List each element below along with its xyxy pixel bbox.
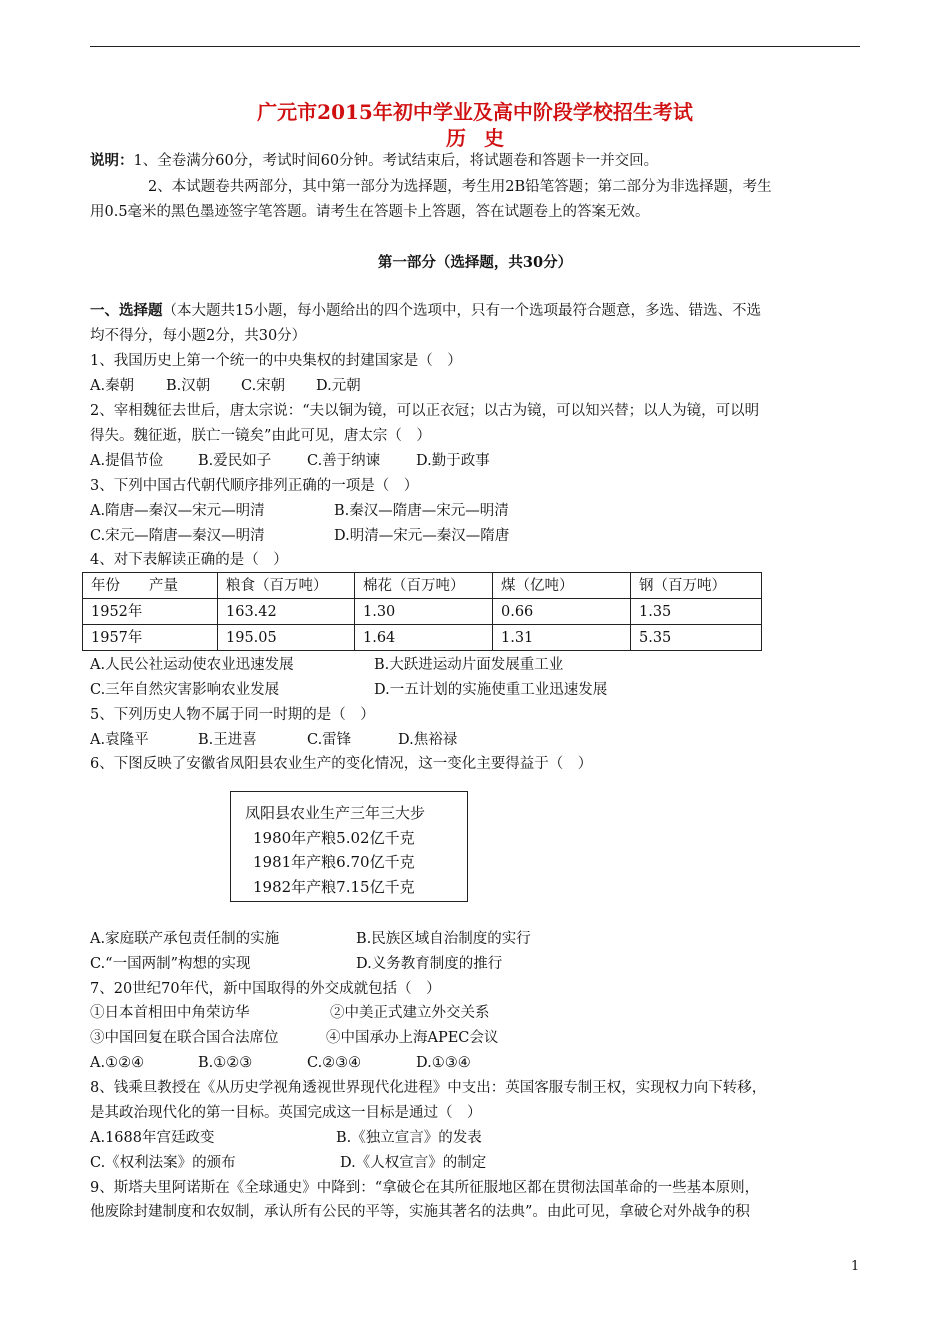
- q3-option-c: C.宋元—隋唐—秦汉—明清: [90, 528, 265, 544]
- q8-options-row-2: [90, 1153, 860, 1173]
- table-cell: 1.35: [631, 599, 762, 625]
- table-cell: 1952年: [83, 599, 218, 625]
- table-cell: 1.30: [355, 599, 493, 625]
- q8-option-d: D.《人权宣言》的制定: [340, 1155, 487, 1171]
- q8-stem-1: 8、钱乘旦教授在《从历史学视角透视世界现代化进程》中支出：英国客服专制王权，实现权力向下转移，: [90, 1080, 767, 1096]
- q4-stem: 4、对下表解读正确的是（ ）: [90, 552, 288, 568]
- table-header-cell: 年份 产量: [83, 573, 218, 599]
- q7-item-2: ②中美正式建立外交关系: [330, 1005, 490, 1021]
- table-header-cell: 棉花（百万吨）: [355, 573, 493, 599]
- table-cell: 1957年: [83, 625, 218, 651]
- box-line: 1981年产粮6.70亿千克: [253, 853, 415, 871]
- q1-option-c: C.宋朝: [241, 378, 286, 394]
- instruction-line-2: 2、本试题卷共两部分，其中第一部分为选择题，考生用2B铅笔答题；第二部分为非选择题，考生: [148, 179, 772, 195]
- q8-option-b: B.《独立宣言》的发表: [336, 1130, 482, 1146]
- q8-option-c: C.《权利法案》的颁布: [90, 1155, 236, 1171]
- table-cell: 195.05: [218, 625, 355, 651]
- q8-option-a: A.1688年宫廷政变: [90, 1130, 215, 1146]
- q1-option-b: B.汉朝: [166, 378, 211, 394]
- q7-options: [90, 1053, 860, 1073]
- q2-option-d: D.勤于政事: [416, 453, 490, 469]
- box-line: 1982年产粮7.15亿千克: [253, 877, 415, 896]
- top-rule: [90, 46, 860, 47]
- box-title: 凤阳县农业生产三年三大步: [245, 804, 426, 822]
- q7-option-c: C.②③④: [307, 1055, 362, 1071]
- q4-option-a: A.人民公社运动使农业迅速发展: [90, 657, 294, 673]
- q5-option-b: B.王进喜: [198, 732, 257, 748]
- q6-option-d: D.义务教育制度的推行: [356, 956, 503, 972]
- q3-option-b: B.秦汉—隋唐—宋元—明清: [334, 503, 509, 519]
- q5-stem: 5、下列历史人物不属于同一时期的是（ ）: [90, 707, 375, 723]
- q7-option-a: A.①②④: [90, 1055, 145, 1071]
- table-row: [83, 599, 762, 625]
- q3-option-d: D.明清—宋元—秦汉—隋唐: [334, 528, 510, 544]
- q4-options-row-1: [90, 655, 860, 675]
- q4-option-d: D.一五计划的实施使重工业迅速发展: [374, 682, 608, 698]
- q6-option-b: B.民族区域自治制度的实行: [356, 931, 531, 947]
- table-cell: 1.64: [355, 625, 493, 651]
- q7-option-b: B.①②③: [198, 1055, 253, 1071]
- table-cell: 1.31: [493, 625, 631, 651]
- table-cell: 0.66: [493, 599, 631, 625]
- instruction-label: 说明：: [90, 152, 134, 169]
- exam-title: 广元市2015年初中学业及高中阶段学校招生考试: [257, 100, 693, 124]
- section1-desc: 均不得分，每小题2分，共30分）: [90, 328, 307, 344]
- q4-option-b: B.大跃进运动片面发展重工业: [374, 657, 564, 673]
- q7-item-4: ④中国承办上海APEC会议: [326, 1030, 499, 1046]
- q6-stem: 6、下图反映了安徽省凤阳县农业生产的变化情况，这一变化主要得益于（ ）: [90, 756, 593, 772]
- exam-subject: 历史: [446, 126, 522, 150]
- instruction-line-1: 说明：1、全卷满分60分，考试时间60分钟。考试结束后，将试题卷和答题卡一并交回。: [90, 152, 659, 169]
- table-cell: 5.35: [631, 625, 762, 651]
- q4-options-row-2: [90, 680, 860, 700]
- q3-options-row-2: [90, 526, 860, 546]
- q2-option-a: A.提倡节俭: [90, 453, 164, 469]
- table-header-cell: 粮食（百万吨）: [218, 573, 355, 599]
- q6-options-row-1: [90, 929, 860, 949]
- q5-option-d: D.焦裕禄: [398, 732, 458, 748]
- q7-option-d: D.①③④: [416, 1055, 471, 1071]
- q1-options: [90, 376, 860, 396]
- q2-options: [90, 451, 860, 471]
- q6-option-a: A.家庭联产承包责任制的实施: [90, 931, 280, 947]
- q3-stem: 3、下列中国古代朝代顺序排列正确的一项是（ ）: [90, 478, 419, 494]
- q1-option-a: A.秦朝: [90, 378, 135, 394]
- page-number: 1: [851, 1259, 860, 1274]
- q5-option-a: A.袁隆平: [90, 732, 149, 748]
- table-row: [83, 625, 762, 651]
- q2-option-c: C.善于纳谏: [307, 453, 381, 469]
- q8-options-row-1: [90, 1128, 860, 1148]
- q7-item-3: ③中国回复在联合国合法席位: [90, 1030, 279, 1046]
- q3-option-a: A.隋唐—秦汉—宋元—明清: [90, 503, 265, 519]
- q6-option-c: C.“一国两制”构想的实现: [90, 956, 251, 972]
- q9-stem-1: 9、斯塔夫里阿诺斯在《全球通史》中降到：“拿破仑在其所征服地区都在贯彻法国革命的一些基本原则，: [90, 1180, 760, 1196]
- q5-option-c: C.雷锋: [307, 732, 352, 748]
- part1-title: 第一部分（选择题，共30分）: [377, 254, 573, 271]
- box-line: 1980年产粮5.02亿千克: [253, 828, 415, 847]
- q2-stem-2: 得失。魏征逝，朕亡一镜矣”由此可见，唐太宗（ ）: [90, 428, 431, 444]
- q5-options: [90, 730, 860, 750]
- q7-items-row-2: [90, 1028, 860, 1048]
- q3-options-row-1: [90, 501, 860, 521]
- instruction-line-3: 用0.5毫米的黑色墨迹签字笔答题。请考生在答题卡上答题，答在试题卷上的答案无效。: [90, 204, 650, 220]
- q4-option-c: C.三年自然灾害影响农业发展: [90, 682, 280, 698]
- q2-option-b: B.爱民如子: [198, 453, 272, 469]
- q2-stem-1: 2、宰相魏征去世后，唐太宗说：“夫以铜为镜，可以正衣冠；以古为镜，可以知兴替；以人为镜，可以明: [90, 403, 760, 419]
- q7-items-row-1: [90, 1003, 860, 1023]
- q1-stem: 1、我国历史上第一个统一的中央集权的封建国家是（ ）: [90, 353, 462, 369]
- q1-option-d: D.元朝: [316, 378, 361, 394]
- q7-item-1: ①日本首相田中角荣访华: [90, 1005, 250, 1021]
- q6-fengyang-box: [230, 791, 468, 902]
- q9-stem-2: 他废除封建制度和农奴制，承认所有公民的平等，实施其著名的法典”。由此可见，拿破仑对外战争的积: [90, 1204, 750, 1220]
- table-header-cell: 煤（亿吨）: [493, 573, 631, 599]
- q4-production-table: [82, 572, 762, 651]
- section1-heading: 一、选择题（本大题共15小题，每小题给出的四个选项中，只有一个选项最符合题意，多选、错选、不选: [90, 302, 761, 319]
- q6-options-row-2: [90, 954, 860, 974]
- table-header-row: [83, 573, 762, 599]
- table-header-cell: 钢（百万吨）: [631, 573, 762, 599]
- q8-stem-2: 是其政治现代化的第一目标。英国完成这一目标是通过（ ）: [90, 1105, 482, 1121]
- q7-stem: 7、20世纪70年代，新中国取得的外交成就包括（ ）: [90, 981, 441, 997]
- table-cell: 163.42: [218, 599, 355, 625]
